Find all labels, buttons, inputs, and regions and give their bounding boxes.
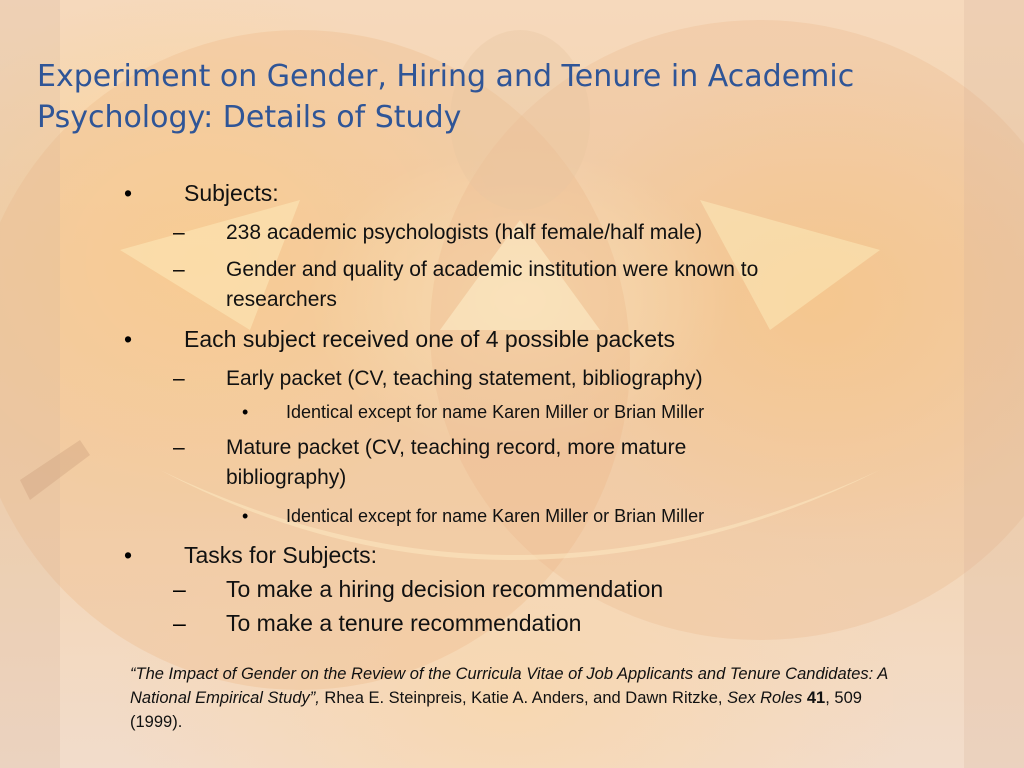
sub-sub-bullet-mature-identical: Identical except for name Karen Miller or Brian Miller bbox=[286, 506, 705, 526]
bullet-marker: • bbox=[124, 326, 133, 352]
bullet-marker: • bbox=[124, 180, 133, 206]
sub-bullet-psychologists: 238 academic psychologists (half female/half male) bbox=[226, 221, 703, 244]
bullet-packets: Each subject received one of 4 possible packets bbox=[184, 326, 675, 352]
citation-article-title: The Impact of Gender on the Review of the Curricula Vitae of Job Applicants and Tenure Candidates: A National Empirical Study bbox=[130, 665, 888, 707]
bullet-tasks: Tasks for Subjects: bbox=[184, 542, 378, 568]
sub-bullet-mature-packet-line1: Mature packet (CV, teaching record, more mature bbox=[226, 436, 687, 459]
sub-bullet-hiring: To make a hiring decision recommendation bbox=[226, 576, 664, 602]
sub-bullet-early-packet: Early packet (CV, teaching statement, bibliography) bbox=[226, 367, 703, 390]
bullet-marker: • bbox=[124, 542, 133, 568]
slide-title: Experiment on Gender, Hiring and Tenure in Academic Psychology: Details of Study bbox=[37, 59, 855, 135]
dash-marker: – bbox=[173, 576, 186, 602]
bullet-subjects: Subjects: bbox=[184, 180, 279, 206]
sub-sub-bullet-early-identical: Identical except for name Karen Miller or Brian Miller bbox=[286, 402, 705, 422]
dash-marker: – bbox=[173, 258, 185, 281]
dash-marker: – bbox=[173, 221, 185, 244]
citation-journal: Sex Roles bbox=[727, 689, 803, 707]
bullet-marker: • bbox=[242, 506, 249, 526]
sub-bullet-gender-quality-line1: Gender and quality of academic institution were known to bbox=[226, 258, 759, 281]
bullet-marker: • bbox=[242, 402, 249, 422]
dash-marker: – bbox=[173, 610, 186, 636]
citation-pages-year: , 509 (1999). bbox=[130, 689, 862, 731]
citation-authors: Rhea E. Steinpreis, Katie A. Anders, and Dawn Ritzke, bbox=[319, 689, 728, 707]
citation bbox=[130, 662, 900, 734]
sub-bullet-tenure: To make a tenure recommendation bbox=[226, 610, 582, 636]
dash-marker: – bbox=[173, 436, 185, 459]
sub-bullet-gender-quality-line2: researchers bbox=[226, 288, 337, 311]
citation-volume: 41 bbox=[806, 689, 826, 707]
citation-close-quote: ”, bbox=[309, 689, 320, 707]
sub-bullet-mature-packet-line2: bibliography) bbox=[226, 466, 347, 489]
dash-marker: – bbox=[173, 367, 185, 390]
citation-open-quote: “ bbox=[130, 665, 136, 683]
